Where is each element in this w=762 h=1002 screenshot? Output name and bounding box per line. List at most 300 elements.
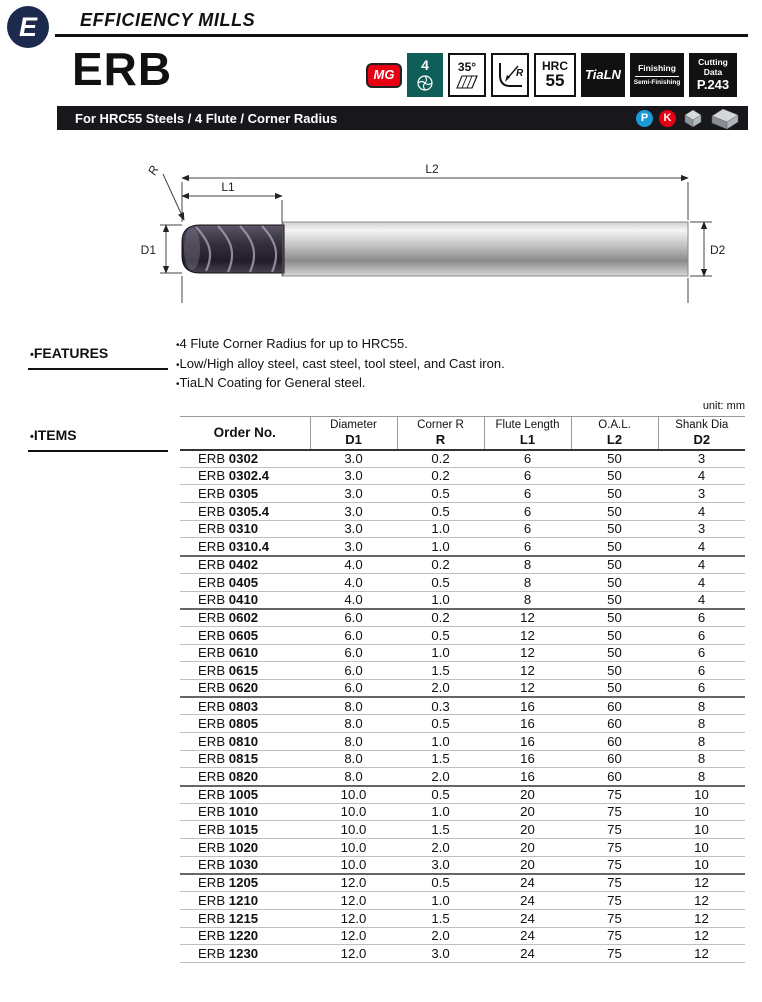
value-cell: 3.0	[310, 485, 397, 503]
order-prefix: ERB	[198, 787, 229, 803]
application-marks	[636, 107, 740, 130]
order-no-cell	[180, 733, 310, 751]
value-cell: 0.2	[397, 556, 484, 574]
value-cell: 3	[658, 485, 745, 503]
order-prefix: ERB	[198, 538, 229, 554]
table-row	[180, 679, 745, 697]
k-material-mark: K	[659, 110, 676, 127]
order-number: 1230	[228, 945, 259, 961]
value-cell: 3.0	[310, 467, 397, 485]
order-no-cell	[180, 750, 310, 768]
value-cell: 6.0	[310, 644, 397, 662]
table-row	[180, 450, 745, 468]
order-number: 1020	[228, 839, 259, 855]
order-prefix: ERB	[198, 662, 229, 678]
table-row	[180, 715, 745, 733]
order-number: 0402	[228, 557, 259, 573]
value-cell: 75	[571, 927, 658, 945]
table-row	[180, 573, 745, 591]
value-cell: 8.0	[310, 733, 397, 751]
order-number: 0302.4	[228, 468, 270, 484]
table-row	[180, 927, 745, 945]
value-cell: 0.2	[397, 609, 484, 627]
value-cell: 10.0	[310, 803, 397, 821]
value-cell: 50	[571, 662, 658, 680]
table-row	[180, 821, 745, 839]
order-number: 1210	[228, 892, 259, 908]
value-cell: 10	[658, 821, 745, 839]
order-prefix: ERB	[198, 928, 229, 944]
value-cell: 8.0	[310, 697, 397, 715]
feature-item: • 4 Flute Corner Radius for up to HRC55.	[176, 335, 505, 355]
order-prefix: ERB	[198, 839, 229, 855]
value-cell: 4.0	[310, 591, 397, 609]
value-cell: 50	[571, 609, 658, 627]
value-cell: 16	[484, 715, 571, 733]
value-cell: 12	[484, 626, 571, 644]
value-cell: 6	[484, 503, 571, 521]
value-cell: 75	[571, 874, 658, 892]
table-row	[180, 945, 745, 963]
order-no-cell	[180, 573, 310, 591]
order-number: 0810	[228, 733, 259, 749]
value-cell: 75	[571, 821, 658, 839]
value-cell: 12	[658, 945, 745, 963]
value-cell: 50	[571, 644, 658, 662]
order-prefix: ERB	[198, 804, 229, 820]
table-row	[180, 909, 745, 927]
table-row	[180, 892, 745, 910]
value-cell: 50	[571, 450, 658, 468]
value-cell: 3.0	[310, 450, 397, 468]
value-cell: 0.5	[397, 485, 484, 503]
value-cell: 1.0	[397, 538, 484, 556]
p-material-mark: P	[636, 110, 653, 127]
series-letter-badge	[7, 6, 49, 48]
order-no-cell	[180, 768, 310, 786]
table-row	[180, 874, 745, 892]
features-list	[176, 335, 505, 394]
order-no-cell	[180, 609, 310, 627]
feature-item: • Low/High alloy steel, cast steel, tool steel, and Cast iron.	[176, 355, 505, 375]
table-row	[180, 803, 745, 821]
value-cell: 12	[484, 644, 571, 662]
order-no-cell	[180, 945, 310, 963]
value-cell: 2.0	[397, 839, 484, 857]
value-cell: 50	[571, 538, 658, 556]
order-no-cell	[180, 803, 310, 821]
value-cell: 1.5	[397, 909, 484, 927]
order-number: 0305	[228, 486, 259, 502]
value-cell: 20	[484, 839, 571, 857]
value-cell: 0.5	[397, 626, 484, 644]
order-prefix: ERB	[198, 698, 229, 714]
order-number: 0805	[228, 716, 259, 732]
value-cell: 10.0	[310, 821, 397, 839]
value-cell: 60	[571, 697, 658, 715]
subtitle-text: For HRC55 Steels / 4 Flute / Corner Radius	[75, 110, 338, 126]
value-cell: 0.5	[397, 715, 484, 733]
value-cell: 4.0	[310, 573, 397, 591]
value-cell: 4	[658, 556, 745, 574]
value-cell: 60	[571, 768, 658, 786]
order-no-cell	[180, 839, 310, 857]
order-prefix: ERB	[198, 680, 229, 696]
order-number: 0310.4	[228, 538, 270, 554]
value-cell: 10	[658, 803, 745, 821]
order-number: 0620	[228, 680, 259, 696]
value-cell: 4	[658, 591, 745, 609]
table-row	[180, 520, 745, 538]
order-prefix: ERB	[198, 610, 229, 626]
value-cell: 10.0	[310, 839, 397, 857]
value-cell: 0.2	[397, 450, 484, 468]
value-cell: 6	[658, 626, 745, 644]
value-cell: 6	[658, 644, 745, 662]
value-cell: 3.0	[397, 856, 484, 874]
value-cell: 1.0	[397, 520, 484, 538]
dim-label-l1: L1	[221, 180, 235, 194]
order-prefix: ERB	[198, 892, 229, 908]
corner-r-letter: R	[516, 68, 524, 79]
workpiece-block-icon-small	[682, 108, 704, 129]
hrc-label: HRC	[542, 58, 568, 73]
order-prefix: ERB	[198, 468, 229, 484]
col-header-corner-r: Corner R R	[397, 417, 484, 450]
value-cell: 12	[484, 609, 571, 627]
order-number: 1030	[228, 857, 259, 873]
series-title: EFFICIENCY MILLS	[80, 10, 256, 30]
value-cell: 1.5	[397, 750, 484, 768]
order-prefix: ERB	[198, 557, 229, 573]
value-cell: 8.0	[310, 768, 397, 786]
value-cell: 3.0	[310, 503, 397, 521]
value-cell: 24	[484, 909, 571, 927]
order-no-cell	[180, 662, 310, 680]
value-cell: 16	[484, 750, 571, 768]
value-cell: 20	[484, 821, 571, 839]
value-cell: 6	[484, 467, 571, 485]
order-no-cell	[180, 485, 310, 503]
value-cell: 50	[571, 679, 658, 697]
dim-label-d2: D2	[710, 243, 726, 257]
value-cell: 12	[658, 892, 745, 910]
value-cell: 0.5	[397, 503, 484, 521]
value-cell: 60	[571, 733, 658, 751]
value-cell: 12.0	[310, 945, 397, 963]
value-cell: 8	[484, 591, 571, 609]
order-no-cell	[180, 909, 310, 927]
order-no-cell	[180, 591, 310, 609]
value-cell: 8	[658, 768, 745, 786]
value-cell: 10	[658, 786, 745, 804]
value-cell: 0.5	[397, 874, 484, 892]
value-cell: 0.3	[397, 697, 484, 715]
order-no-cell	[180, 892, 310, 910]
order-number: 1215	[228, 910, 259, 926]
order-prefix: ERB	[198, 450, 229, 466]
value-cell: 1.0	[397, 591, 484, 609]
finishing-badge	[630, 53, 684, 97]
order-number: 0815	[228, 751, 259, 767]
value-cell: 1.5	[397, 821, 484, 839]
value-cell: 12	[658, 909, 745, 927]
table-row	[180, 733, 745, 751]
order-prefix: ERB	[198, 768, 229, 784]
order-number: 0302	[228, 450, 259, 466]
value-cell: 6	[484, 538, 571, 556]
value-cell: 2.0	[397, 927, 484, 945]
value-cell: 75	[571, 856, 658, 874]
value-cell: 20	[484, 856, 571, 874]
value-cell: 75	[571, 892, 658, 910]
order-number: 0610	[228, 645, 259, 661]
value-cell: 3.0	[310, 520, 397, 538]
value-cell: 75	[571, 839, 658, 857]
helix-angle-badge	[448, 53, 486, 97]
value-cell: 75	[571, 803, 658, 821]
order-number: 0803	[228, 698, 259, 714]
order-no-cell	[180, 520, 310, 538]
order-prefix: ERB	[198, 910, 229, 926]
value-cell: 4	[658, 503, 745, 521]
value-cell: 50	[571, 556, 658, 574]
order-prefix: ERB	[198, 822, 229, 838]
value-cell: 0.5	[397, 786, 484, 804]
order-no-cell	[180, 538, 310, 556]
table-row	[180, 485, 745, 503]
endmill-illustration	[182, 222, 688, 276]
order-prefix: ERB	[198, 503, 229, 519]
flute-count-badge	[407, 53, 443, 97]
finishing-divider	[635, 76, 678, 77]
cutting-data-badge	[689, 53, 737, 97]
finishing-line1: Finishing	[638, 62, 676, 73]
col-header-order-no: Order No.	[180, 417, 310, 450]
subtitle-bar	[57, 106, 748, 130]
cutting-page-ref: P.243	[696, 77, 730, 93]
value-cell: 1.0	[397, 803, 484, 821]
table-row	[180, 538, 745, 556]
dim-label-l2: L2	[425, 162, 439, 176]
value-cell: 10	[658, 839, 745, 857]
order-prefix: ERB	[198, 945, 229, 961]
table-row	[180, 591, 745, 609]
product-code: ERB	[72, 43, 173, 95]
value-cell: 8	[658, 733, 745, 751]
order-number: 1015	[228, 822, 259, 838]
order-prefix: ERB	[198, 627, 229, 643]
value-cell: 1.0	[397, 644, 484, 662]
value-cell: 6	[658, 679, 745, 697]
order-number: 0310	[228, 521, 259, 537]
items-table	[180, 416, 745, 963]
value-cell: 3	[658, 450, 745, 468]
value-cell: 24	[484, 945, 571, 963]
table-row	[180, 626, 745, 644]
order-no-cell	[180, 503, 310, 521]
order-number: 1205	[228, 875, 259, 891]
value-cell: 8	[658, 715, 745, 733]
value-cell: 50	[571, 591, 658, 609]
value-cell: 6	[484, 485, 571, 503]
value-cell: 8	[658, 750, 745, 768]
value-cell: 75	[571, 786, 658, 804]
flute-count-value: 4	[421, 56, 429, 73]
finishing-line2: Semi-Finishing	[633, 78, 681, 86]
value-cell: 24	[484, 927, 571, 945]
value-cell: 60	[571, 715, 658, 733]
order-no-cell	[180, 715, 310, 733]
hardness-badge	[534, 53, 576, 97]
value-cell: 12	[658, 874, 745, 892]
order-number: 1010	[228, 804, 259, 820]
value-cell: 12	[484, 679, 571, 697]
value-cell: 50	[571, 503, 658, 521]
dim-label-r: R	[145, 163, 162, 178]
order-prefix: ERB	[198, 875, 229, 891]
table-row	[180, 839, 745, 857]
value-cell: 12	[484, 662, 571, 680]
value-cell: 6.0	[310, 662, 397, 680]
table-row	[180, 750, 745, 768]
value-cell: 20	[484, 803, 571, 821]
order-number: 0305.4	[228, 503, 270, 519]
order-no-cell	[180, 874, 310, 892]
value-cell: 3	[658, 520, 745, 538]
coating-badge: TiaLN	[581, 53, 625, 97]
order-no-cell	[180, 626, 310, 644]
order-no-cell	[180, 821, 310, 839]
value-cell: 6	[658, 609, 745, 627]
order-no-cell	[180, 856, 310, 874]
value-cell: 50	[571, 626, 658, 644]
col-header-flute-length: Flute Length L1	[484, 417, 571, 450]
value-cell: 10.0	[310, 856, 397, 874]
order-number: 0605	[228, 627, 259, 643]
value-cell: 24	[484, 892, 571, 910]
value-cell: 16	[484, 697, 571, 715]
order-number: 0602	[228, 610, 259, 626]
order-prefix: ERB	[198, 645, 229, 661]
order-no-cell	[180, 556, 310, 574]
col-header-diameter: Diameter D1	[310, 417, 397, 450]
feature-item: • TiaLN Coating for General steel.	[176, 374, 505, 394]
value-cell: 6.0	[310, 679, 397, 697]
value-cell: 4.0	[310, 556, 397, 574]
corner-radius-icon	[496, 60, 524, 90]
workpiece-block-icon-large	[710, 107, 740, 130]
value-cell: 8.0	[310, 750, 397, 768]
value-cell: 20	[484, 786, 571, 804]
order-prefix: ERB	[198, 857, 229, 873]
order-prefix: ERB	[198, 591, 229, 607]
value-cell: 6	[658, 662, 745, 680]
value-cell: 0.5	[397, 573, 484, 591]
cutting-line1: Cutting	[698, 56, 728, 67]
table-row	[180, 786, 745, 804]
value-cell: 12.0	[310, 892, 397, 910]
order-prefix: ERB	[198, 751, 229, 767]
items-table-body	[180, 450, 745, 963]
order-no-cell	[180, 467, 310, 485]
value-cell: 8	[484, 573, 571, 591]
order-prefix: ERB	[198, 521, 229, 537]
order-number: 0405	[228, 574, 259, 590]
features-heading: • FEATURES	[28, 342, 168, 370]
value-cell: 12	[658, 927, 745, 945]
value-cell: 10	[658, 856, 745, 874]
order-prefix: ERB	[198, 716, 229, 732]
order-number: 1005	[228, 787, 259, 803]
table-row	[180, 556, 745, 574]
order-number: 1220	[228, 928, 259, 944]
value-cell: 6	[484, 450, 571, 468]
items-table-header	[180, 417, 745, 450]
order-no-cell	[180, 927, 310, 945]
value-cell: 0.2	[397, 467, 484, 485]
helix-hatch-icon	[455, 75, 479, 89]
order-prefix: ERB	[198, 733, 229, 749]
value-cell: 50	[571, 467, 658, 485]
order-no-cell	[180, 697, 310, 715]
value-cell: 75	[571, 909, 658, 927]
technical-drawing	[0, 148, 762, 323]
value-cell: 4	[658, 538, 745, 556]
value-cell: 24	[484, 874, 571, 892]
value-cell: 75	[571, 945, 658, 963]
table-row	[180, 697, 745, 715]
flute-cross-section-icon	[416, 74, 434, 92]
value-cell: 12.0	[310, 874, 397, 892]
unit-note: unit: mm	[702, 400, 745, 412]
table-row	[180, 503, 745, 521]
value-cell: 4	[658, 573, 745, 591]
material-grade-badge: MG	[366, 63, 402, 88]
col-header-oal: O.A.L. L2	[571, 417, 658, 450]
table-row	[180, 467, 745, 485]
value-cell: 8	[484, 556, 571, 574]
corner-radius-badge	[491, 53, 529, 97]
value-cell: 10.0	[310, 786, 397, 804]
table-row	[180, 662, 745, 680]
value-cell: 1.0	[397, 892, 484, 910]
order-no-cell	[180, 679, 310, 697]
value-cell: 50	[571, 573, 658, 591]
dim-label-d1: D1	[140, 243, 156, 257]
col-header-shank-dia: Shank Dia D2	[658, 417, 745, 450]
table-row	[180, 768, 745, 786]
helix-angle-value: 35°	[457, 59, 477, 74]
series-letter: E	[18, 11, 37, 42]
table-row	[180, 644, 745, 662]
value-cell: 50	[571, 520, 658, 538]
value-cell: 8.0	[310, 715, 397, 733]
value-cell: 8	[658, 697, 745, 715]
hrc-value: 55	[545, 71, 565, 91]
value-cell: 2.0	[397, 768, 484, 786]
value-cell: 6.0	[310, 609, 397, 627]
order-no-cell	[180, 786, 310, 804]
value-cell: 3.0	[397, 945, 484, 963]
value-cell: 16	[484, 733, 571, 751]
value-cell: 6	[484, 520, 571, 538]
value-cell: 50	[571, 485, 658, 503]
value-cell: 1.5	[397, 662, 484, 680]
value-cell: 60	[571, 750, 658, 768]
value-cell: 3.0	[310, 538, 397, 556]
order-prefix: ERB	[198, 574, 229, 590]
